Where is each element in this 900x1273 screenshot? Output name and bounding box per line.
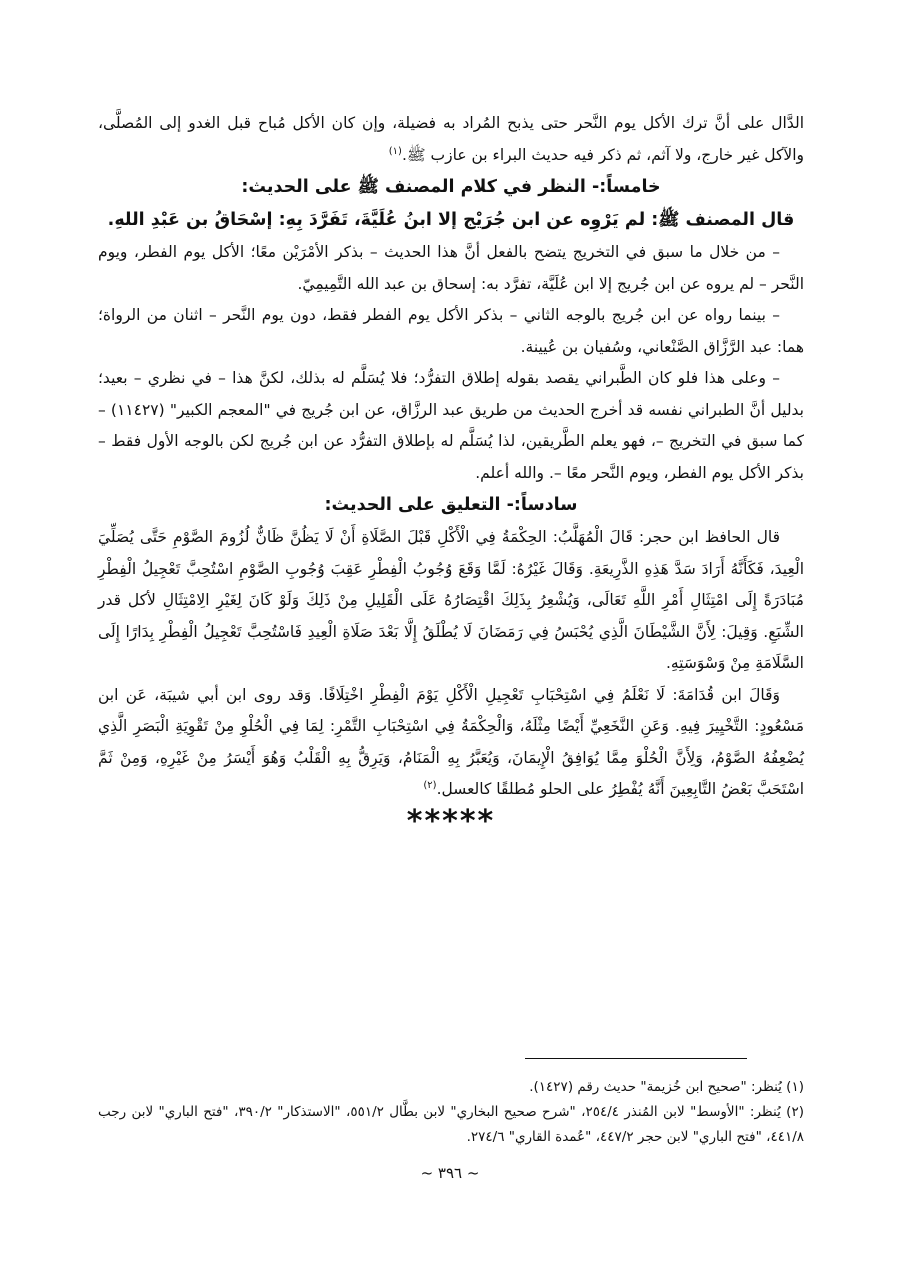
footnote-2: (٢) يُنظر: "الأوسط" لابن المُنذر ٢٥٤/٤، "شرح صحيح البخاري" لابن بطَّال ٥٥١/٢، "الاستذكار" ٣٩٠/٢، "فتح الباري" لابن رجب ٤٤١/٨، "فتح الباري" لابن حجر ٤٤٧/٢، "عُمدة القاري" ٢٧٤/٦. [98,1104,804,1145]
footnotes [98,1075,804,1150]
section-separator: ***** [406,803,496,839]
paragraph-6-1: قال الحافظ ابن حجر: قَالَ الْمُهَلَّبُ: الحِكْمَةُ فِي الْأَكْلِ قَبْلَ الصَّلَاةِ أَنْ لَا يَظُنَّ ظَانٌّ لُزُومَ الصَّوْمِ حَتَّى يُصَلِّيَ الْعِيدَ، فَكَأَنَّهُ أَرَادَ سَدَّ هَذِهِ الذَّرِيعَةِ. وَقَالَ غَيْرُهُ: لَمَّا وَقَعَ وُجُوبُ الْفِطْرِ عَقِبَ وُجُوبِ الصَّوْمِ اسْتُحِبَّ تَعْجِيلُ الْفِطْرِ مُبَادَرَةً إِلَى امْتِثَالِ أَمْرِ اللَّهِ تَعَالَى، وَيُشْعِرُ بِذَلِكَ اقْتِصَارُهُ عَلَى الْقَلِيلِ مِنْ ذَلِكَ وَلَوْ كَانَ لِغَيْرِ الِامْتِثَالِ لأكل قدر الشِّبَعِ. وَقِيلَ: لِأَنَّ الشَّيْطَانَ الَّذِي يُحْبَسُ فِي رَمَضَانَ لَا يُطْلَقُ إِلَّا بَعْدَ صَلَاةِ الْعِيدِ فَاسْتُحِبَّ تَعْجِيلُ الْفِطْرِ بِدَارًا إِلَى السَّلَامَةِ مِنْ وَسْوَسَتِهِ. [98,528,804,672]
paragraph-6-2 [98,680,804,806]
footnote-divider [525,1058,747,1059]
paragraph-6-2-text: وَقَالَ ابن قُدَامَةَ: لَا نَعْلَمُ فِي اسْتِحْبَابِ تَعْجِيلِ الْأَكْلِ يَوْمَ الْفِطْرِ اخْتِلَافًا. وَقد روى ابن أبي شيبَة، عَن ابن مَسْعُودٍ: التَّخْيِيرَ فِيهِ. وَعَنِ النَّخَعِيِّ أَيْضًا مِثْلَهُ، وَالْحِكْمَةُ فِي اسْتِحْبَابِ التَّمْرِ: لِمَا فِي الْحُلْوِ مِنْ تَقْوِيَةِ الْبَصَرِ الَّذِي يُضْعِفُهُ الصَّوْمُ، وَلِأَنَّ الْحُلْوَ مِمَّا يُوَافِقُ الْإِيمَانَ، وَيُعَبَّرُ بِهِ الْمَنَامُ، وَيَرِقُّ بِهِ الْقَلْبُ وَهُوَ أَيْسَرُ مِنْ غَيْرِهِ، وَمِنْ ثَمَّ اسْتَحَبَّ بَعْضُ التَّابِعِينَ أَنَّهُ يُفْطِرُ على الحلو مُطلقًا كالعسل. [98,685,804,798]
paragraph-5-2: – بينما رواه عن ابن جُريج بالوجه الثاني – بذكر الأكل يوم الفطر فقط، دون يوم النَّحر – اثنان من الرواة؛ هما: عبد الرَّزَّاق الصَّنْعاني، وسُفيان بن عُيينة. [98,306,804,356]
intro-paragraph [98,108,804,171]
page-number: ~ ٣٩٦ ~ [420,1164,480,1182]
paragraph-5-1: – من خلال ما سبق في التخريج يتضح بالفعل أنَّ هذا الحديث – بذكر الأمْرَيْن معًا؛ الأكل يوم الفطر، ويوم النَّحر – لم يروه عن ابن جُريج إلا ابن عُلَيَّة، تفرَّد به: إسحاق بن عبد الله التَّمِيمِيّ. [98,243,804,293]
page-body [98,108,804,837]
section-heading-5: خامساً:- النظر في كلام المصنف ﷺ على الحديث: [241,177,661,197]
footnote-ref-1: (١) [388,145,402,157]
author-quote: قال المصنف ﷺ: لم يَرْوِه عن ابن جُرَيْج إلا ابنُ عُلَيَّةَ، تَفَرَّدَ بِهِ: إسْحَاقُ بن عَبْدِ اللهِ. [107,210,795,230]
paragraph-5-3: – وعلى هذا فلو كان الطَّبراني يقصد بقوله إطلاق التفرُّد؛ فلا يُسَلَّم له بذلك، لكنَّ هذا – في نظري – بعيد؛ بدليل أنَّ الطبراني نفسه قد أخرج الحديث من طريق عبد الرزَّاق، عن ابن جُريج في "المعجم الكبير" (١١٤٢٧) – كما سبق في التخريج –، فهو يعلم الطَّريقين، لذا يُسَلَّم له بإطلاق التفرُّد عن ابن جُريج لكن بالوجه الأول فقط – بذكر الأكل يوم الفطر، ويوم النَّحر معًا –. والله أعلم. [98,369,804,482]
section-heading-6: سادساً:- التعليق على الحديث: [324,495,578,515]
footnote-1: (١) يُنظر: "صحيح ابن خُزيمة" حديث رقم (١٤٢٧). [529,1079,804,1095]
intro-text: الدَّال على أنَّ ترك الأكل يوم النَّحر حتى يذبح المُراد به فضيلة، وإن كان الأكل مُباح قبل الغدو إلى المُصلَّى، والآكل غير خارج، ولا آثم، ثم ذكر فيه حديث البراء بن عازب ﷺ. [98,114,804,164]
footnote-ref-2: (٢) [423,779,437,791]
